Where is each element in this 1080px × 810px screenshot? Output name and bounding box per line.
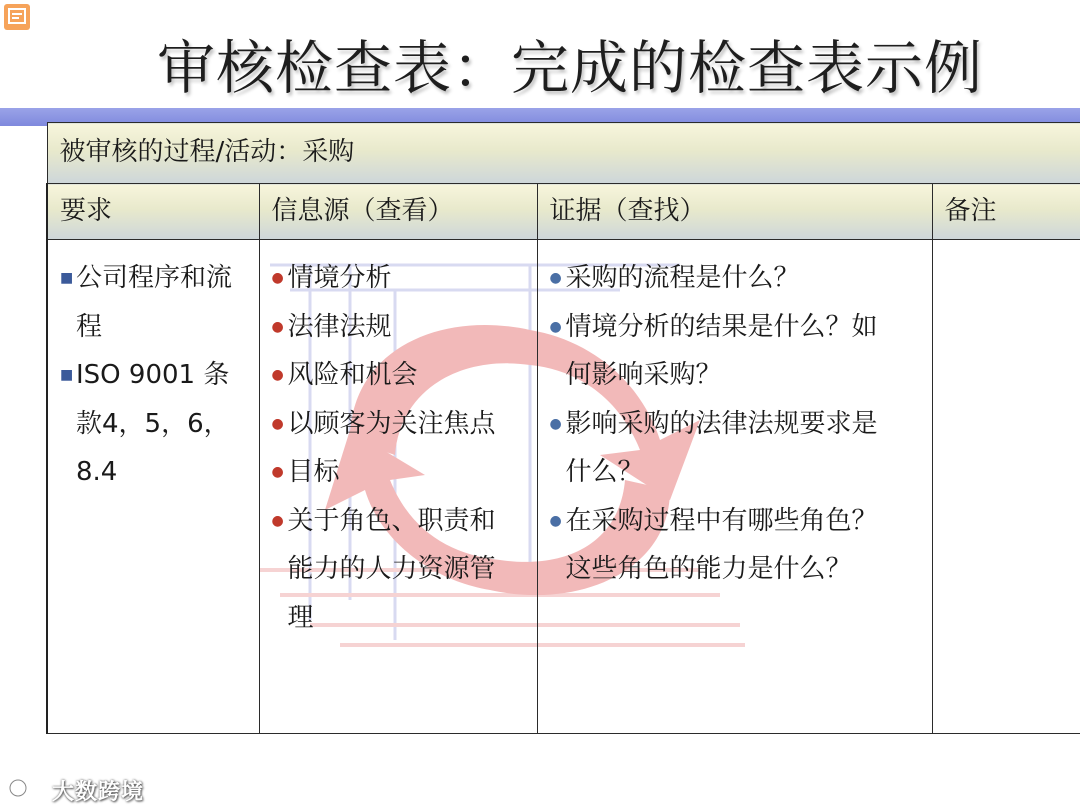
evidence-cell [537, 240, 932, 734]
list-item [272, 497, 537, 643]
list-item-line: 影响采购的法律法规要求是 [565, 408, 878, 439]
note-icon[interactable] [4, 4, 30, 30]
watermark-logo-icon [8, 774, 52, 802]
process-row [47, 123, 1080, 184]
bullet-icon: ● [549, 512, 562, 529]
list-item [272, 254, 537, 303]
bullet-icon: ● [549, 415, 562, 432]
bullet-icon: ● [271, 512, 284, 529]
process-cell [47, 123, 1080, 184]
audit-checklist-table [46, 122, 1080, 734]
list-item-line: 款4，5，6， [76, 408, 230, 439]
list-item [60, 351, 259, 497]
header-notes-label: 备注 [944, 196, 997, 226]
bullet-icon: ■ [60, 367, 74, 383]
bullet-icon: ● [271, 415, 284, 432]
information-sources-cell [259, 240, 537, 734]
body-row [47, 240, 1080, 734]
list-item-line: 什么？ [565, 457, 644, 487]
header-information-sources [259, 184, 537, 240]
process-label: 被审核的过程/活动：采购 [59, 137, 355, 167]
list-item-line: 何影响采购？ [565, 360, 722, 390]
notes-cell [932, 240, 1080, 734]
list-item-line: 能力的人力资源管 [287, 554, 496, 584]
list-item [550, 303, 932, 400]
header-requirements-label: 要求 [60, 196, 113, 226]
list-item [272, 351, 537, 400]
information-sources-list [260, 240, 537, 642]
list-item [550, 400, 932, 497]
list-item-line: 这些角色的能力是什么？ [565, 554, 852, 584]
list-item [60, 254, 259, 351]
requirements-list [48, 240, 259, 497]
header-row [47, 184, 1080, 240]
evidence-list [538, 240, 932, 594]
list-item-line: 8.4 [76, 457, 118, 487]
bullet-icon: ● [271, 318, 284, 335]
requirements-cell [47, 240, 259, 734]
header-notes [932, 184, 1080, 240]
bullet-icon: ● [271, 367, 284, 383]
bullet-icon: ■ [60, 270, 74, 286]
list-item-line: 采购的流程是什么？ [565, 263, 800, 293]
list-item [550, 497, 932, 594]
list-item-line: 目标 [287, 457, 340, 487]
list-item [272, 448, 537, 497]
list-item-line: ISO 9001 条 [76, 360, 230, 390]
header-requirements [47, 184, 259, 240]
bullet-icon: ● [271, 464, 284, 480]
list-item-line: 公司程序和流 [76, 263, 233, 293]
list-item-line: 在采购过程中有哪些角色？ [565, 505, 878, 536]
list-item [272, 400, 537, 449]
header-information-sources-label: 信息源（查看） [271, 196, 454, 226]
bullet-icon: ● [549, 318, 562, 335]
watermark-text: 大数跨境 [52, 780, 145, 805]
list-item-line: 关于角色、职责和 [287, 505, 496, 536]
list-item-line: 以顾客为关注焦点 [287, 408, 496, 439]
notes-content [933, 240, 1080, 252]
list-item-line: 理 [287, 602, 314, 633]
header-evidence [537, 184, 932, 240]
list-item-line: 情境分析的结果是什么？如 [565, 311, 878, 342]
bullet-icon: ● [271, 270, 284, 286]
list-item-line: 情境分析 [287, 263, 392, 293]
list-item [550, 254, 932, 303]
header-evidence-label: 证据（查找） [549, 196, 706, 226]
list-item-line: 法律法规 [287, 311, 392, 342]
slide-title: 审核检查表：完成的检查表示例 [156, 34, 983, 102]
list-item-line: 风险和机会 [287, 360, 418, 390]
list-item [272, 303, 537, 352]
list-item-line: 程 [76, 311, 103, 342]
bullet-icon: ● [549, 270, 562, 286]
